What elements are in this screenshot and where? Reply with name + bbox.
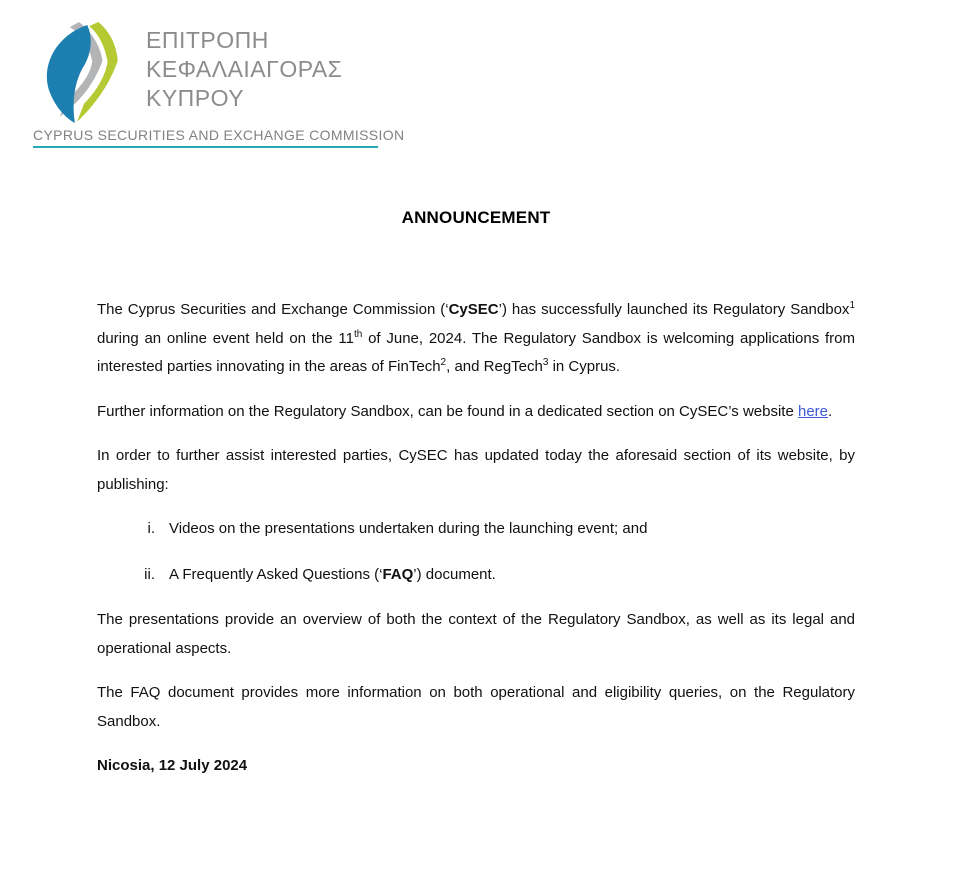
p1-text: , and RegTech — [446, 358, 543, 375]
p1-text: The Cyprus Securities and Exchange Commission (‘ — [97, 301, 449, 318]
published-items-list — [97, 515, 855, 589]
logo-greek-text — [146, 26, 342, 113]
list-i-text: Videos on the presentations undertaken during the launching event; and — [169, 520, 648, 537]
logo-english-text: CYPRUS SECURITIES AND EXCHANGE COMMISSION — [33, 127, 405, 143]
faq-bold-text: FAQ — [382, 565, 414, 583]
paragraph-2 — [97, 398, 855, 427]
p2-text: Further information on the Regulatory Sandbox, can be found in a dedicated section on CySEC’s website — [97, 402, 798, 420]
footnote-ref-1: 1 — [849, 300, 855, 311]
list-item-ii — [97, 561, 855, 590]
paragraph-3: In order to further assist interested parties, CySEC has updated today the aforesaid section of its website, by publishing: — [97, 447, 855, 493]
date-line: Nicosia, 12 July 2024 — [97, 757, 248, 774]
footnote-ref-3: 3 — [542, 357, 549, 368]
p1-text: in Cyprus. — [548, 358, 621, 375]
announcement-title: ANNOUNCEMENT — [401, 208, 551, 227]
cysec-bold-text: CySEC — [448, 301, 499, 318]
list-ii-text: ’) document. — [413, 565, 496, 583]
list-marker-ii: ii. — [144, 565, 155, 583]
logo-greek-line2: ΚΕΦΑΛΑΙΑΓΟΡΑΣ — [146, 56, 343, 82]
cysec-logo — [33, 22, 405, 148]
logo-underline — [33, 146, 378, 148]
logo-greek-line1: ΕΠΙΤΡΟΠΗ — [146, 27, 269, 53]
here-link[interactable]: here — [797, 402, 829, 420]
list-marker-i: i. — [147, 520, 155, 537]
footnote-ref-2: 2 — [440, 357, 447, 368]
list-ii-text: A Frequently Asked Questions (‘ — [169, 565, 383, 583]
p1-text: during an online event held on the 11 — [97, 329, 354, 347]
list-item-i — [97, 515, 855, 544]
paragraph-5: The FAQ document provides more information on both operational and eligibility queries, on the Regulatory Sandbox. — [97, 684, 855, 730]
paragraph-1 — [97, 296, 855, 382]
paragraph-4: The presentations provide an overview of both the context of the Regulatory Sandbox, as well as its legal and operational aspects. — [97, 611, 855, 657]
p1-text: ’) has successfully launched its Regulatory Sandbox — [498, 301, 850, 318]
list-item-ii-text — [155, 561, 496, 590]
ordinal-th: th — [353, 328, 363, 340]
list-item-i-text — [155, 515, 647, 544]
cysec-logo-icon — [40, 22, 118, 124]
document-body — [97, 296, 855, 781]
p1-text: of June, 2024. The Regulatory Sandbox is welcoming applications from interested parties innovating in the areas of FinTech — [97, 329, 855, 375]
p2-text: . — [828, 402, 833, 420]
logo-greek-line3: ΚΥΠΡΟΥ — [146, 85, 245, 111]
